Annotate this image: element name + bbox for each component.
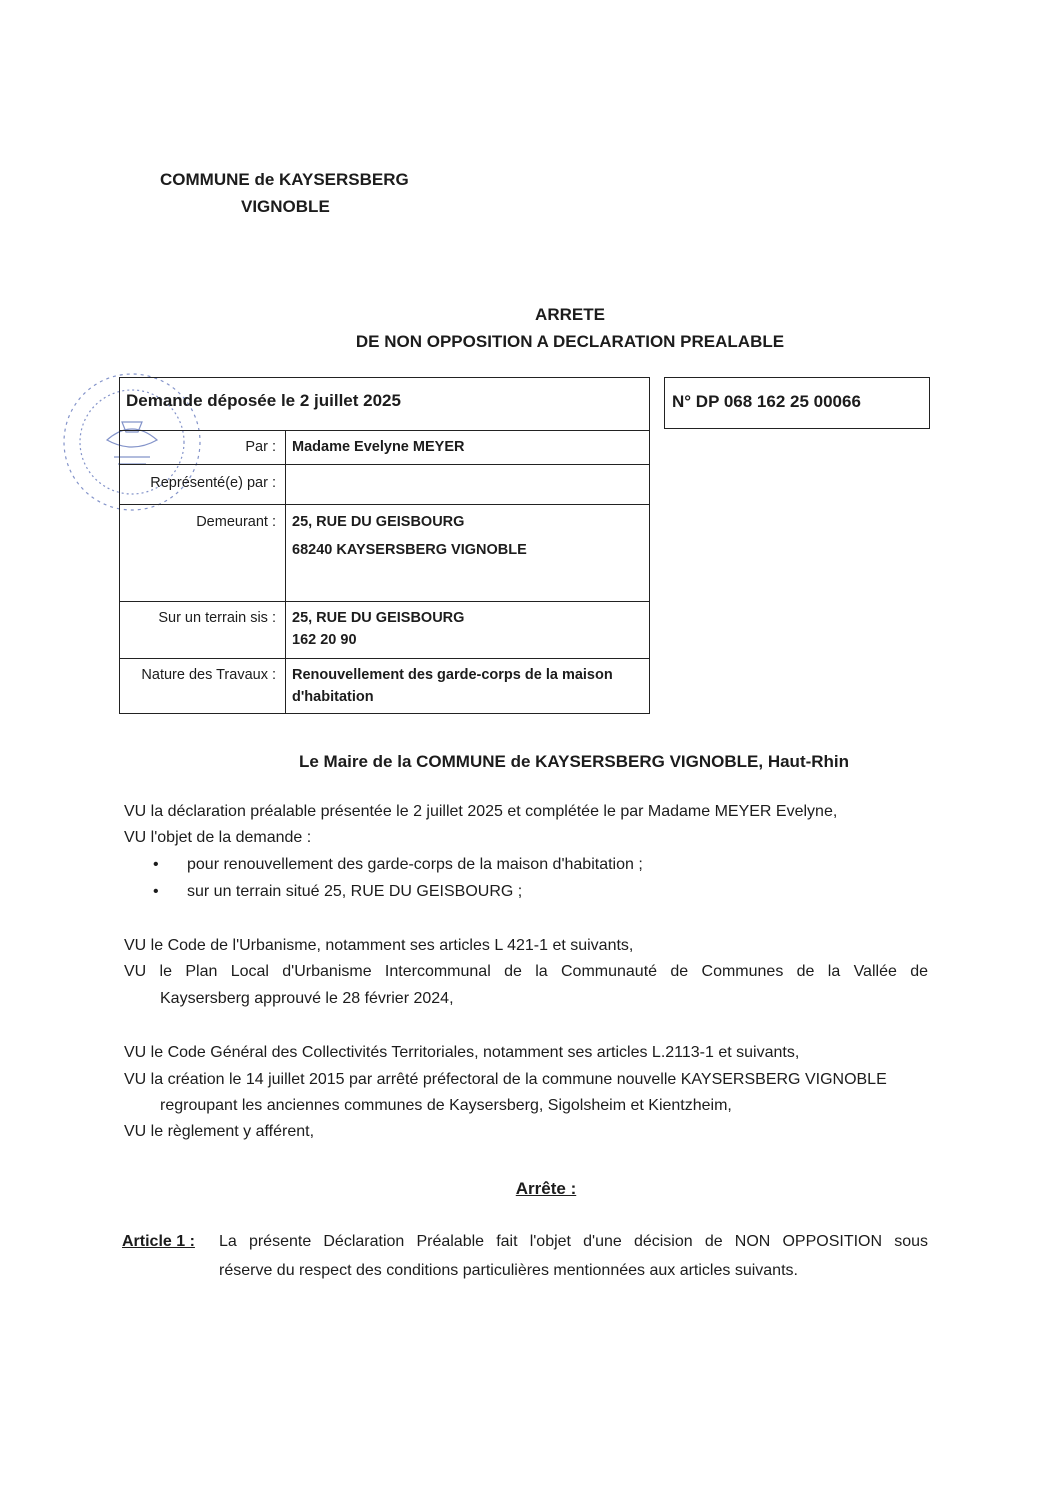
mayor-heading: Le Maire de la COMMUNE de KAYSERSBERG VIGNOBLE, Haut-Rhin bbox=[298, 752, 850, 771]
document-subtitle: DE NON OPPOSITION A DECLARATION PREALABLE bbox=[355, 332, 785, 351]
address-line2: 68240 KAYSERSBERG VIGNOBLE bbox=[292, 542, 527, 558]
works-nature-label: Nature des Travaux : bbox=[141, 667, 276, 683]
article-1-line1: La présente Déclaration Préalable fait l'objet d'une décision de NON OPPOSITION sous bbox=[219, 1233, 928, 1250]
vu-plu-line2: Kaysersberg approuvé le 28 février 2024, bbox=[160, 990, 454, 1007]
article-1-label: Article 1 : bbox=[122, 1233, 195, 1250]
arrete-heading: Arrête : bbox=[515, 1179, 577, 1198]
address-label: Demeurant : bbox=[196, 514, 276, 530]
bullet-item: sur un terrain situé 25, RUE DU GEISBOURG ; bbox=[187, 883, 523, 900]
vu-creation-line2: regroupant les anciennes communes de Kaysersberg, Sigolsheim et Kientzheim, bbox=[160, 1097, 732, 1114]
vu-code-urbanisme: VU le Code de l'Urbanisme, notamment ses articles L 421-1 et suivants, bbox=[124, 937, 634, 954]
document-title: ARRETE bbox=[535, 305, 605, 324]
bullet-item: pour renouvellement des garde-corps de la maison d'habitation ; bbox=[187, 856, 643, 873]
applicant-label: Par : bbox=[245, 439, 276, 455]
request-date: Demande déposée le 2 juillet 2025 bbox=[126, 391, 401, 410]
vu-objet: VU l'objet de la demande : bbox=[124, 829, 312, 846]
land-location-label: Sur un terrain sis : bbox=[158, 610, 276, 626]
land-location-line2: 162 20 90 bbox=[292, 632, 357, 648]
vu-reglement: VU le règlement y afférent, bbox=[124, 1123, 315, 1140]
vu-creation-line1: VU la création le 14 juillet 2015 par arrêté préfectoral de la commune nouvelle KAYSERSBERG VIGNOBLE bbox=[124, 1071, 887, 1088]
works-nature-line1: Renouvellement des garde-corps de la maison bbox=[292, 667, 613, 683]
request-table bbox=[119, 377, 650, 714]
applicant-value: Madame Evelyne MEYER bbox=[292, 439, 465, 455]
land-location-line1: 25, RUE DU GEISBOURG bbox=[292, 610, 465, 626]
commune-name-line1: COMMUNE de KAYSERSBERG bbox=[160, 170, 409, 189]
address-line1: 25, RUE DU GEISBOURG bbox=[292, 514, 465, 530]
commune-name-line2: VIGNOBLE bbox=[241, 197, 330, 216]
vu-plu-line1: VU le Plan Local d'Urbanisme Intercommunal de la Communauté de Communes de la Vallée de bbox=[124, 963, 928, 980]
bullet-marker: • bbox=[153, 883, 159, 900]
article-1-line2: réserve du respect des conditions particulières mentionnées aux articles suivants. bbox=[219, 1262, 798, 1279]
dp-number-box bbox=[664, 377, 930, 429]
vu-cgct: VU le Code Général des Collectivités Territoriales, notamment ses articles L.2113-1 et suivants, bbox=[124, 1044, 800, 1061]
bullet-marker: • bbox=[153, 856, 159, 873]
represented-by-label: Représenté(e) par : bbox=[150, 475, 276, 491]
dp-number: N° DP 068 162 25 00066 bbox=[672, 392, 861, 411]
works-nature-line2: d'habitation bbox=[292, 689, 374, 705]
vu-declaration: VU la déclaration préalable présentée le 2 juillet 2025 et complétée le par Madame MEYER Evelyne, bbox=[124, 803, 838, 820]
